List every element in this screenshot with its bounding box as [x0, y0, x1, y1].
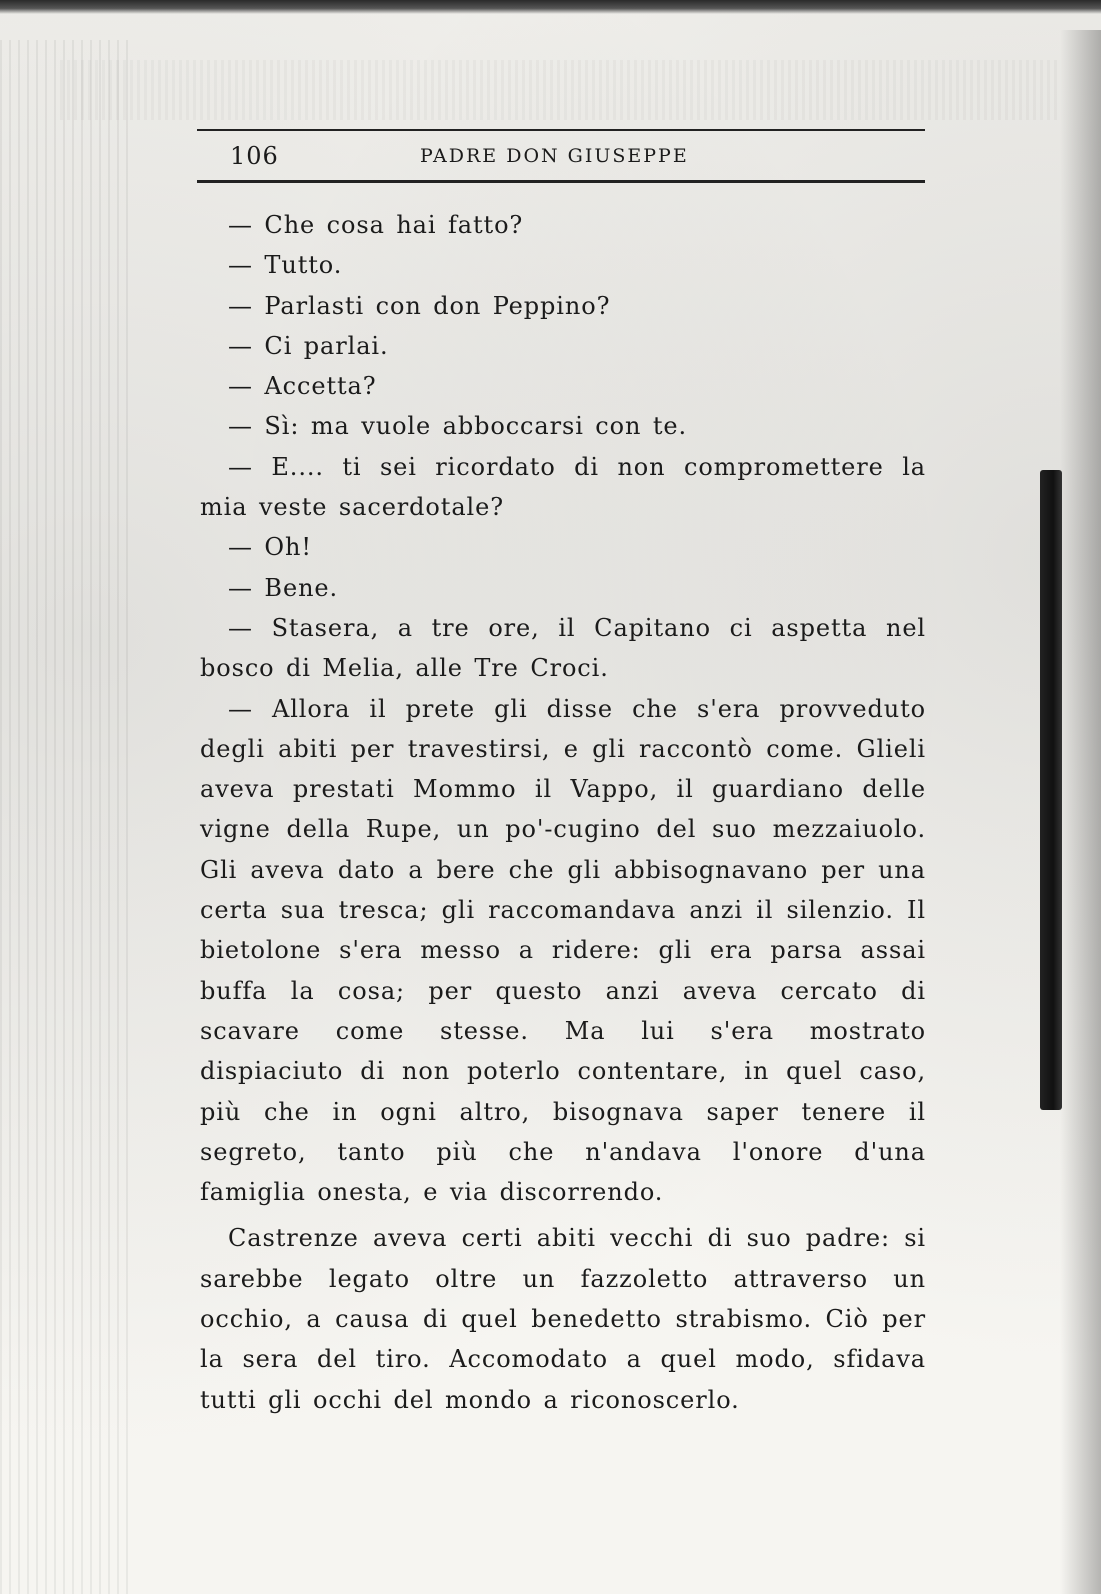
page-number: 106 [230, 142, 279, 170]
dialogue-line: — E.... ti sei ricordato di non compromettere la mia veste sacerdotale? [200, 452, 926, 522]
header-rule-bottom [197, 180, 925, 183]
dialogue-line: — Ci parlai. [228, 331, 389, 360]
scan-top-border [0, 0, 1101, 14]
scan-binding-shadow [1040, 470, 1062, 1110]
dialogue-line: — Tutto. [228, 251, 343, 280]
scan-noise-band [60, 60, 1060, 120]
dialogue-line: — Parlasti con don Peppino? [228, 291, 611, 320]
narrative-paragraph: — Allora il prete gli disse che s'era provveduto degli abiti per travestirsi, e gli raccontò come. Glieli aveva prestati Mommo il Vappo, il guardiano delle vigne della Rupe, un po'-cugino del suo mezzaiuolo. Gli aveva dato a bere che gli abbisognavano per una certa sua tresca; gli raccomandava anzi il silenzio. Il bietolone s'era messo a ridere: gli era parsa assai buffa la cosa; per questo anzi aveva cercato di scavare come stesse. Ma lui s'era mostrato dispiaciuto di non poterlo contentare, in quel caso, più che in ogni altro, bisognava saper tenere il segreto, tanto più che n'andava l'onore d'una famiglia onesta, e via discorrendo. [200, 694, 926, 1207]
scan-left-edge [0, 40, 130, 1594]
dialogue-line: — Bene. [228, 573, 339, 602]
running-title: PADRE DON GIUSEPPE [420, 145, 689, 167]
dialogue-line: — Stasera, a tre ore, il Capitano ci aspetta nel bosco di Melia, alle Tre Croci. [200, 613, 926, 683]
dialogue-line: — Sì: ma vuole abboccarsi con te. [228, 412, 688, 441]
dialogue-line: — Oh! [228, 533, 312, 562]
scan-right-edge [1060, 30, 1101, 1594]
dialogue-line: — Accetta? [228, 372, 377, 401]
running-header [197, 130, 925, 182]
body-text [200, 205, 926, 1420]
dialogue-line: — Che cosa hai fatto? [228, 211, 524, 239]
narrative-paragraph: Castrenze aveva certi abiti vecchi di suo padre: si sarebbe legato oltre un fazzoletto attraverso un occhio, a causa di quel benedetto strabismo. Ciò per la sera del tiro. Accomodato a quel modo, sfidava tutti gli occhi del mondo a riconoscerlo. [200, 1224, 926, 1414]
